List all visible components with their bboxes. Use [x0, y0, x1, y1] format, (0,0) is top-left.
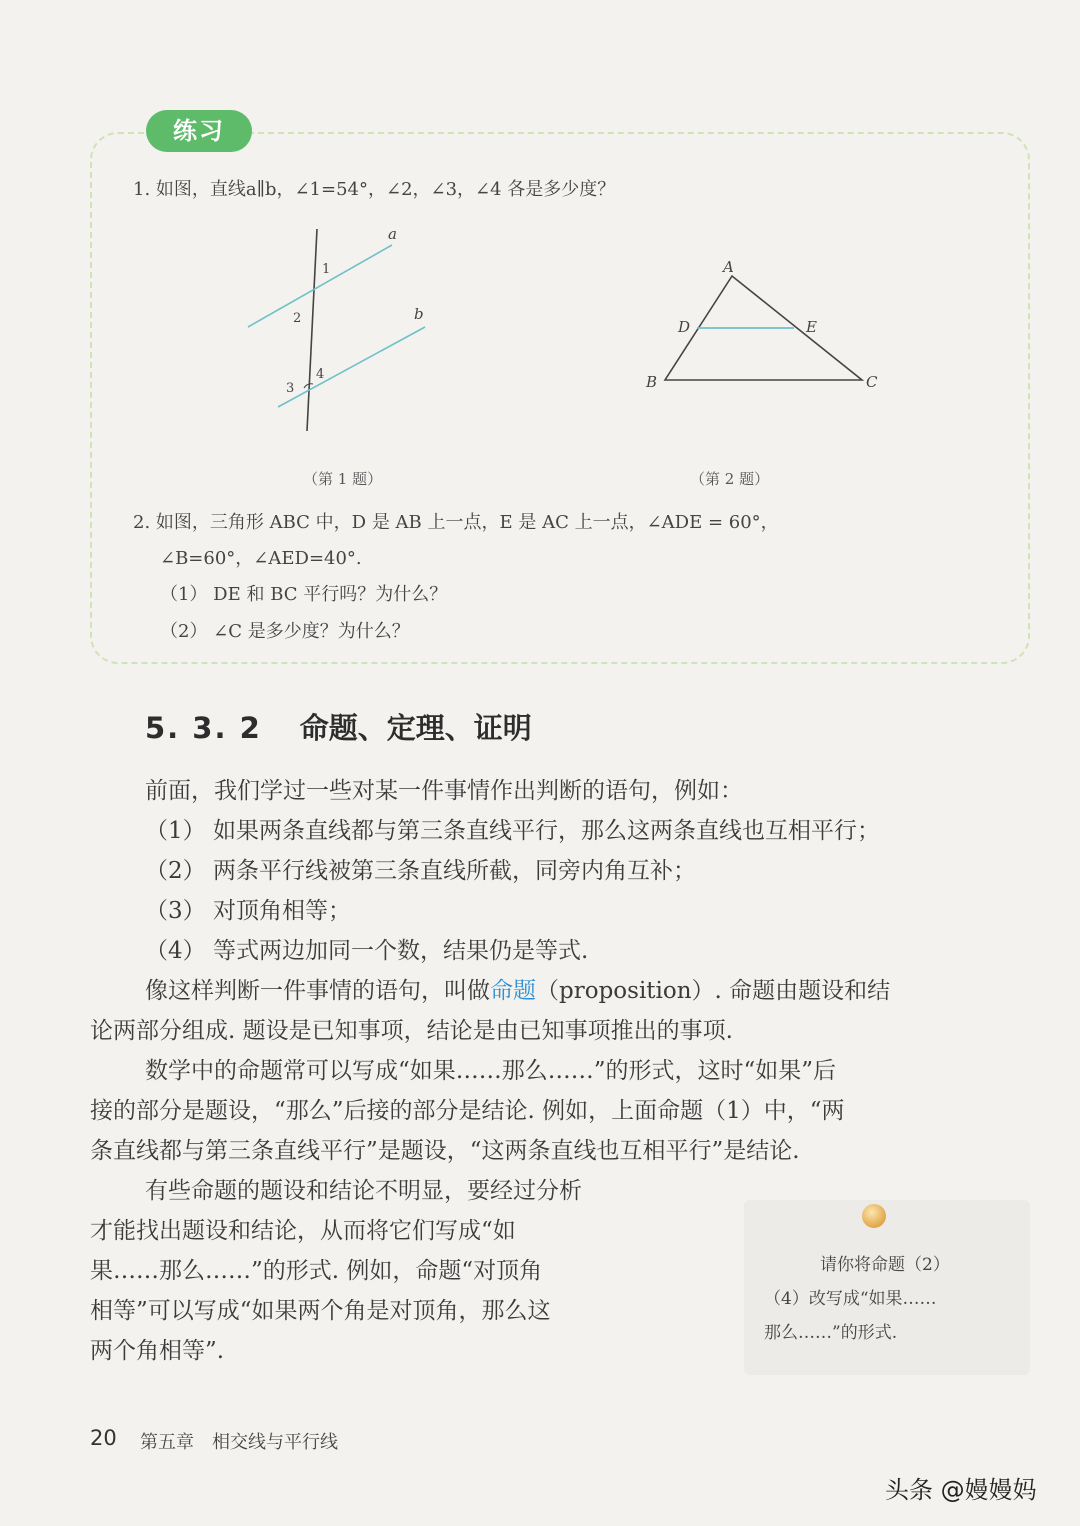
exercise-question-2-sub-1: （1） DE 和 BC 平行吗？为什么？ — [160, 584, 448, 605]
line-b — [278, 327, 425, 407]
label-b: b — [414, 305, 424, 323]
section-number: 5. 3. 2 — [145, 711, 262, 745]
label-vertex-b: B — [646, 373, 658, 391]
label-point-d: D — [678, 318, 691, 336]
label-vertex-c: C — [866, 373, 878, 391]
figure-1-caption: （第 1 题） — [303, 470, 383, 488]
definition-line — [145, 972, 890, 1005]
figure-2-triangle — [630, 250, 900, 400]
exercise-question-2-sub-2: （2） ∠C 是多少度？为什么？ — [160, 621, 410, 642]
section-title: 命题、定理、证明 — [299, 711, 532, 745]
paragraph-line: 相等”可以写成“如果两个角是对顶角，那么这 — [90, 1298, 551, 1324]
paragraph-line: 接的部分是题设，“那么”后接的部分是结论. 例如，上面命题（1）中，“两 — [90, 1098, 845, 1124]
watermark-text: 头条 @嫚嫚妈 — [885, 1476, 1037, 1504]
label-a: a — [388, 225, 397, 243]
paragraph-line: 两个角相等”. — [90, 1338, 225, 1364]
body-intro: 前面，我们学过一些对某一件事情作出判断的语句，例如： — [145, 778, 743, 804]
label-point-e: E — [806, 318, 817, 336]
figure-1-parallel-lines — [230, 215, 450, 445]
label-angle-2: 2 — [293, 311, 302, 326]
section-heading — [145, 706, 532, 747]
side-note-line: 那么……”的形式. — [764, 1323, 898, 1343]
exercise-question-1: 1. 如图，直线a∥b，∠1=54°，∠2，∠3，∠4 各是多少度？ — [133, 179, 616, 200]
exercise-question-2-givens: ∠B=60°，∠AED=40°. — [160, 548, 362, 569]
definition-pre: 像这样判断一件事情的语句，叫做 — [145, 978, 490, 1004]
list-item: （1） 如果两条直线都与第三条直线平行，那么这两条直线也互相平行； — [145, 818, 880, 844]
page-number: 20 — [90, 1426, 117, 1450]
exercise-badge: 练习 — [146, 110, 252, 152]
line-a — [248, 245, 392, 327]
label-angle-4: 4 — [316, 367, 325, 382]
figure-2-caption: （第 2 题） — [690, 470, 770, 488]
label-angle-3: 3 — [286, 381, 295, 396]
definition-post: （proposition）. 命题由题设和结 — [536, 978, 891, 1004]
list-item: （4） 等式两边加同一个数，结果仍是等式. — [145, 938, 589, 964]
paragraph-line: 果……那么……”的形式. 例如，命题“对顶角 — [90, 1258, 543, 1284]
transversal-line — [307, 229, 317, 431]
list-item: （3） 对顶角相等； — [145, 898, 351, 924]
side-note-line: （4）改写成“如果…… — [764, 1289, 937, 1309]
paragraph-line: 有些命题的题设和结论不明显，要经过分析 — [145, 1178, 582, 1204]
side-note-line: 请你将命题（2） — [820, 1255, 950, 1275]
pin-icon — [862, 1204, 886, 1228]
paragraph-line: 数学中的命题常可以写成“如果……那么……”的形式，这时“如果”后 — [145, 1058, 837, 1084]
chapter-title: 第五章 相交线与平行线 — [140, 1432, 338, 1453]
definition-term: 命题 — [490, 978, 536, 1004]
list-item: （2） 两条平行线被第三条直线所截，同旁内角互补； — [145, 858, 696, 884]
paragraph-line: 条直线都与第三条直线平行”是题设，“这两条直线也互相平行”是结论. — [90, 1138, 800, 1164]
label-angle-1: 1 — [322, 262, 331, 277]
paragraph-line: 才能找出题设和结论，从而将它们写成“如 — [90, 1218, 516, 1244]
definition-line-2: 论两部分组成. 题设是已知事项，结论是由已知事项推出的事项. — [90, 1018, 733, 1044]
label-vertex-a: A — [723, 258, 734, 276]
exercise-question-2: 2. 如图，三角形 ABC 中，D 是 AB 上一点，E 是 AC 上一点，∠ADE = 60°， — [133, 512, 779, 533]
